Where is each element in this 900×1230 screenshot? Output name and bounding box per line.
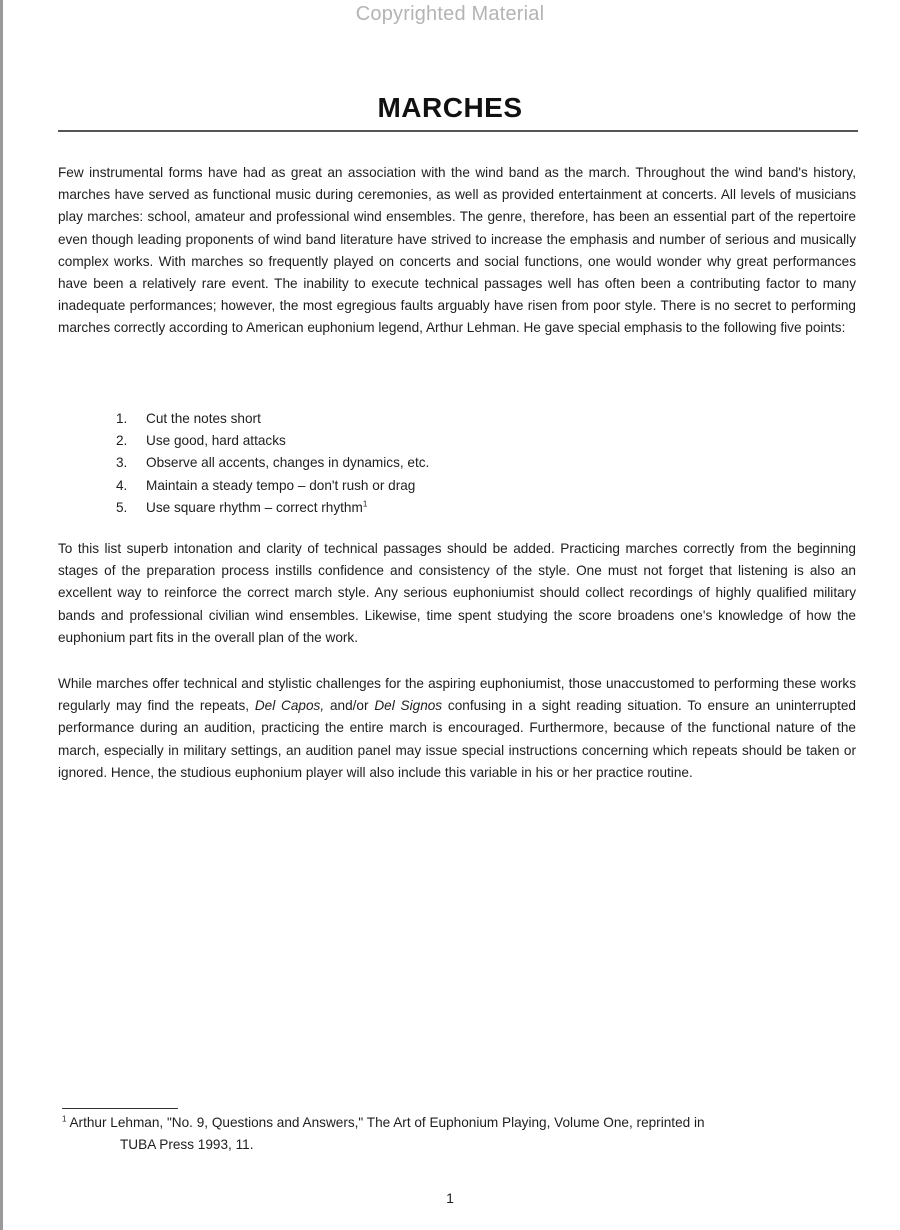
page-title: MARCHES [377,92,523,123]
third-paragraph [58,673,856,784]
list-text [146,497,367,519]
list-text-content: Use square rhythm – correct rhythm [146,499,363,515]
footnote-line-2: TUBA Press 1993, 11. [120,1137,254,1152]
page-number: 1 [446,1190,454,1206]
third-paragraph-text-start: While marches offer technical and stylistic challenges for the aspiring euphoniumist, those unaccustomed to performing these works regularly may find the repeats, [58,676,856,714]
footnote-separator [62,1108,178,1109]
second-paragraph: To this list superb intonation and clarity of technical passages should be added. Practicing marches correctly from the beginning stages of the preparation process instills confidence and consistency of the style. One must not forget that listening is also an excellent way to reinforce the correct march style. Any serious euphoniumist should collect recordings of highly qualified military bands and professional civilian wind ensembles. Likewise, time spent studying the score broadens one's knowledge of how the euphonium part fits in the overall plan of the work. [58,541,856,645]
five-points-list [116,408,429,519]
list-item [116,452,429,474]
page-edge [0,0,3,1230]
title-underline [58,130,858,132]
list-text: Cut the notes short [146,411,261,426]
list-text: Use good, hard attacks [146,433,286,449]
list-item [116,430,429,452]
list-text: Maintain a steady tempo – don't rush or drag [146,477,416,493]
third-paragraph-text-mid: and/or [324,698,375,714]
footnote-line-1: Arthur Lehman, "No. 9, Questions and Answers," The Art of Euphonium Playing, Volume One, reprinted in [69,1115,705,1130]
del-signos-term: Del Signos [374,698,443,714]
del-capos-term: Del Capos, [254,698,325,714]
footnote [62,1112,842,1156]
list-number: 2. [116,433,128,449]
footnote-mark: 1 [62,1114,67,1124]
list-number: 5. [116,499,128,515]
list-text: Observe all accents, changes in dynamics, etc. [146,455,430,471]
list-number: 4. [116,477,128,493]
list-number: 3. [116,455,128,471]
footnote-reference[interactable]: 1 [362,499,368,509]
third-paragraph-text-end: confusing in a sight reading situation. To ensure an uninterrupted performance during an audition, practicing the entire march is encouraged. Furthermore, because of the functional nature of the march, especially in military settings, an audition panel may issue special instructions concerning which repeats should be taken or ignored. Hence, the studious euphonium player will also include this variable in his or her practice routine. [58,698,856,780]
list-number: 1. [116,411,128,426]
list-item [116,408,429,430]
list-item [116,475,429,497]
intro-paragraph: Few instrumental forms have had as great an association with the wind band as the march. Throughout the wind band's history, marches have served as functional music during ceremonies, as well as provided entertainment at concerts. All levels of musicians play marches: school, amateur and professional wind ensembles. The genre, therefore, has been an essential part of the repertoire even though leading proponents of wind band literature have strived to increase the emphasis and number of serious and musically complex works. With marches so frequently played on concerts and social functions, one would wonder why great performances have been a relatively rare event. The inability to execute technical passages well has often been a contributing factor to many inadequate performances; however, the most egregious faults arguably have risen from poor style. There is no secret to performing marches correctly according to American euphonium legend, Arthur Lehman. He gave special emphasis to the following five points: [58,165,856,336]
list-item [116,497,429,519]
copyright-watermark: Copyrighted Material [355,3,545,25]
